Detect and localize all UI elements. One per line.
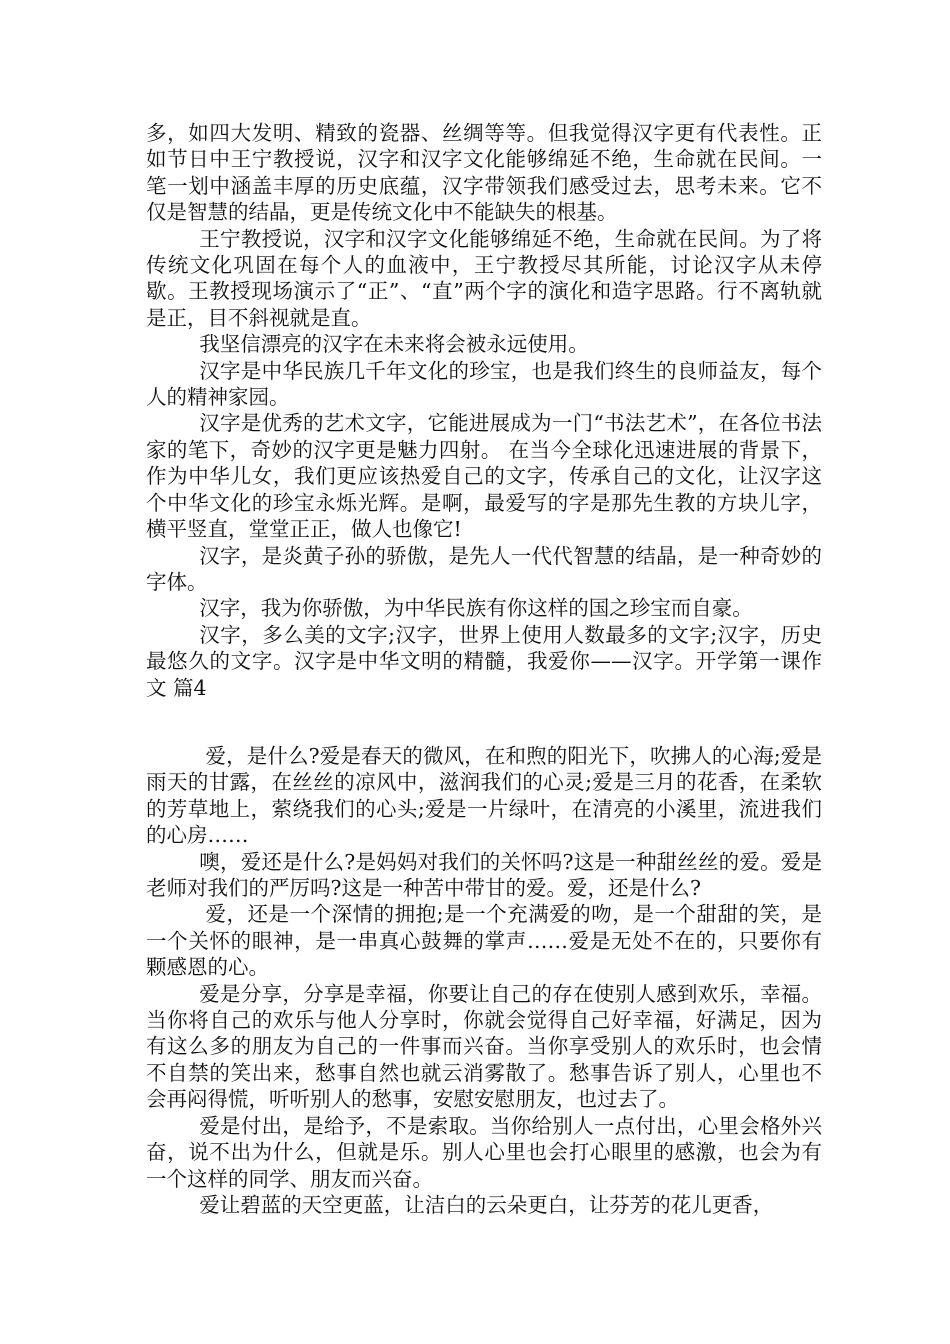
paragraph: 王宁教授说，汉字和汉字文化能够绵延不绝，生命就在民间。为了将传统文化巩固在每个人的血液中，王宁教授尽其所能，讨论汉字从未停歇。王教授现场演示了“正”、“直”两个字的演化和造字思路。行不离轨就是正，目不斜视就是直。 xyxy=(146,226,822,330)
paragraph: 噢，爱还是什么?是妈妈对我们的关怀吗?这是一种甜丝丝的爱。爱是老师对我们的严厉吗?这是一种苦中带甘的爱。爱，还是什么? xyxy=(146,849,822,901)
essay-section-hanzi xyxy=(146,120,822,701)
paragraph: 爱是付出，是给予，不是索取。当你给别人一点付出，心里会格外兴奋，说不出为什么，但就是乐。别人心里也会打心眼里的感激，也会为有一个这样的同学、朋友而兴奋。 xyxy=(146,1113,822,1191)
paragraph-with-heading: 汉字，多么美的文字;汉字，世界上使用人数最多的文字;汉字，历史最悠久的文字。汉字是中华文明的精髓，我爱你——汉字。开学第一课作文 篇4 xyxy=(146,622,822,700)
paragraph: 汉字，是炎黄子孙的骄傲，是先人一代代智慧的结晶，是一种奇妙的字体。 xyxy=(146,543,822,594)
paragraph: 汉字是优秀的艺术文字，它能进展成为一门“书法艺术”，在各位书法家的笔下，奇妙的汉字更是魅力四射。 在当今全球化迅速进展的背景下，作为中华儿女，我们更应该热爱自己的文字，传承自己的文化，让汉字这个中华文化的珍宝永烁光辉。是啊，最爱写的字是那先生教的方块儿字，横平竖直，堂堂正正，做人也像它! xyxy=(146,411,822,542)
paragraph: 爱是分享，分享是幸福，你要让自己的存在使别人感到欢乐，幸福。当你将自己的欢乐与他人分享时，你就会觉得自己好幸福，好满足，因为有这么多的朋友为自己的一件事而兴奋。当你享受别人的欢乐时，也会情不自禁的笑出来，愁事自然也就云消雾散了。愁事告诉了别人，心里也不会再闷得慌，听听别人的愁事，安慰安慰朋友，也过去了。 xyxy=(146,981,822,1112)
essay-section-love xyxy=(146,743,822,1218)
paragraph: 汉字是中华民族几千年文化的珍宝，也是我们终生的良师益友，每个人的精神家园。 xyxy=(146,358,822,410)
paragraph: 我坚信漂亮的汉字在未来将会被永远使用。 xyxy=(199,332,589,357)
paragraph: 爱让碧蓝的天空更蓝，让洁白的云朵更白，让芬芳的花儿更香， xyxy=(199,1192,774,1217)
paragraph: 爱，还是一个深情的拥抱;是一个充满爱的吻，是一个甜甜的笑，是一个关怀的眼神，是一串真心鼓舞的掌声……爱是无处不在的，只要你有颗感恩的心。 xyxy=(146,902,822,980)
paragraph: 汉字，我为你骄傲，为中华民族有你这样的国之珍宝而自豪。 xyxy=(199,596,753,621)
paragraph: 爱，是什么?爱是春天的微风，在和煦的阳光下，吹拂人的心海;爱是雨天的甘露，在丝丝的凉风中，滋润我们的心灵;爱是三月的花香，在柔软的芳草地上，萦绕我们的心头;爱是一片绿叶，在清亮的小溪里，流进我们的心房…… xyxy=(146,744,822,848)
paragraph-continuation: 多，如四大发明、精致的瓷器、丝绸等等。但我觉得汉字更有代表性。正如节日中王宁教授说，汉字和汉字文化能够绵延不绝，生命就在民间。一笔一划中涵盖丰厚的历史底蕴，汉字带领我们感受过去，思考未来。它不仅是智慧的结晶，更是传统文化中不能缺失的根基。 xyxy=(146,121,822,225)
